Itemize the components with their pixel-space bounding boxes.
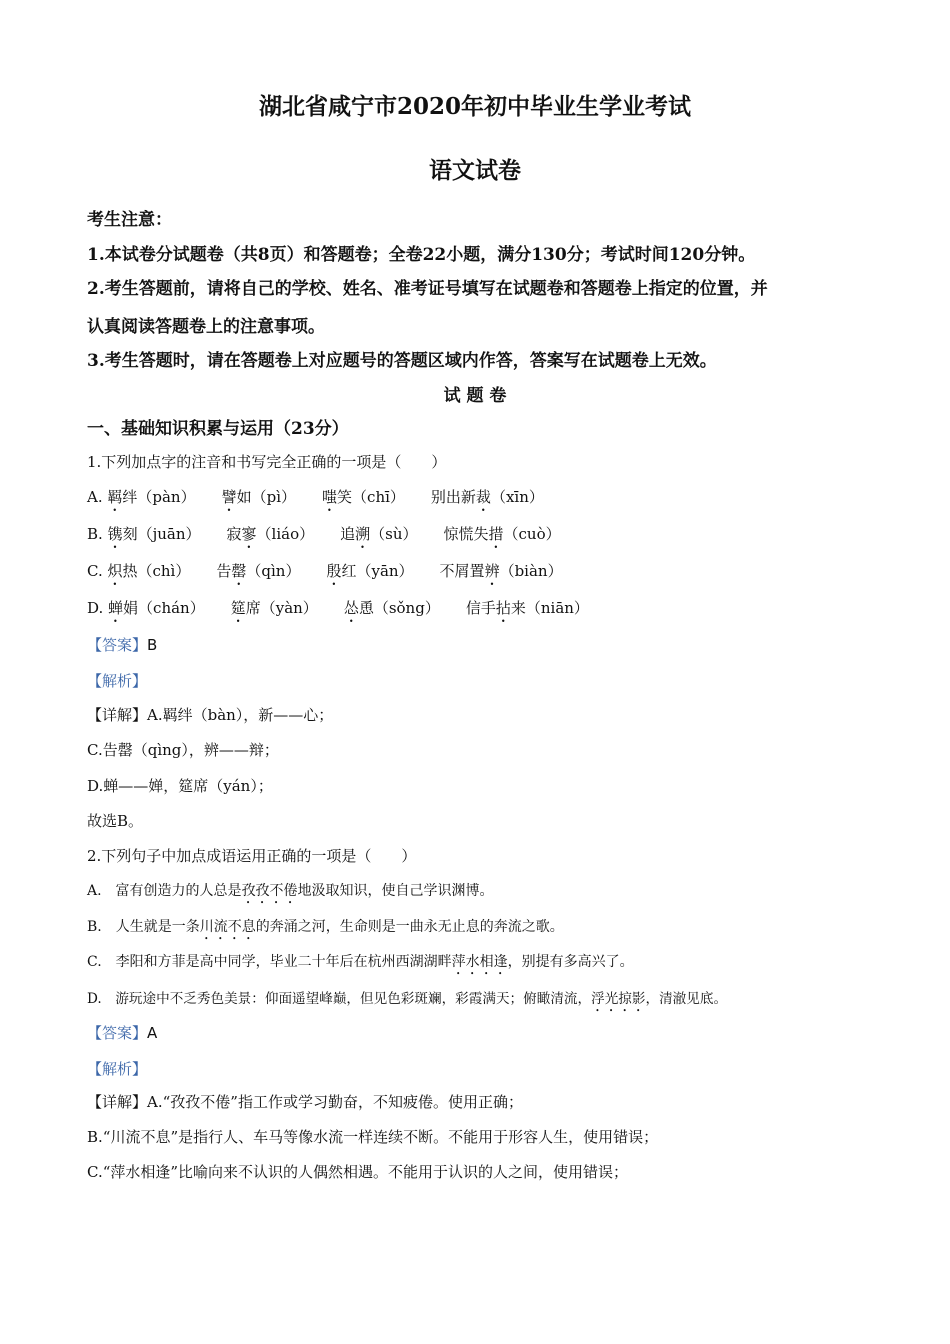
- dotted-char: 溯: [355, 525, 371, 543]
- notice-item-2b: 认真阅读答题卷上的注意事项。: [87, 317, 325, 337]
- option-text: （sù）: [370, 525, 418, 543]
- option-text: 告: [216, 562, 232, 580]
- dotted-char: 辨: [484, 562, 500, 580]
- dotted-char: 譬: [221, 488, 237, 506]
- notice-heading: 考生注意：: [87, 210, 172, 230]
- dotted-char: 殷: [326, 562, 342, 580]
- option-text: B. 人生就是一条: [87, 919, 200, 935]
- question-1-answer: [87, 634, 157, 655]
- option-text: 恿（sǒng）: [358, 599, 440, 617]
- option-text: （biàn）: [499, 562, 563, 580]
- question-1-option-b: [87, 523, 561, 552]
- exam-subtitle: 语文试卷: [429, 157, 521, 184]
- option-text: 寂: [226, 525, 242, 543]
- question-2-detail-3: C.“萍水相逢”比喻向来不认识的人偶然相遇。不能用于认识的人之间，使用错误；: [87, 1163, 629, 1181]
- question-2-option-c: [87, 951, 634, 978]
- question-2-option-a: [87, 880, 494, 907]
- option-text: 刻（juān）: [122, 525, 201, 543]
- answer-tag: 【答案】: [87, 1024, 148, 1042]
- notice-item-3: 3.考生答题时，请在答题卷上对应题号的答题区域内作答，答案写在试题卷上无效。: [87, 351, 717, 371]
- option-text: （qìn）: [246, 562, 301, 580]
- answer-tag: 【答案】: [87, 636, 148, 654]
- option-text: （cuò）: [503, 525, 561, 543]
- dotted-char: 羁: [107, 488, 123, 506]
- option-text: 惊慌失: [443, 525, 489, 543]
- question-1-detail-1: 【详解】A.羁绊（bàn），新——心；: [87, 706, 334, 724]
- option-text: （xīn）: [490, 488, 544, 506]
- question-1-option-d: [87, 597, 589, 626]
- dotted-char: 怂: [343, 599, 359, 617]
- dotted-char: 寥: [241, 525, 257, 543]
- question-1-option-c: [87, 560, 563, 589]
- option-text: 信手: [465, 599, 496, 617]
- option-text: ，清澈见底。: [645, 991, 728, 1007]
- dotted-char: 拈: [495, 599, 511, 617]
- dotted-char: 措: [488, 525, 504, 543]
- notice-item-2a: 2.考生答题前，请将自己的学校、姓名、准考证号填写在试题卷和答题卷上指定的位置，并: [87, 279, 768, 299]
- option-letter: B.: [87, 525, 108, 543]
- option-text: 热（chì）: [122, 562, 191, 580]
- exam-title: 湖北省咸宁市2020年初中毕业生学业考试: [258, 93, 691, 120]
- option-text: 红（yān）: [341, 562, 414, 580]
- option-text: 绊（pàn）: [122, 488, 196, 506]
- question-2-detail-1: 【详解】A.“孜孜不倦”指工作或学习勤奋，不知疲倦。使用正确；: [87, 1093, 523, 1111]
- option-text: 娟（chán）: [123, 599, 205, 617]
- question-1-stem: 1.下列加点字的注音和书写完全正确的一项是（ ）: [87, 453, 447, 471]
- question-1-analysis-tag: 【解析】: [87, 672, 148, 690]
- dotted-char: 炽: [107, 562, 123, 580]
- section-heading: 一、基础知识积累与运用（23分）: [87, 419, 349, 439]
- dotted-char: 镌: [107, 525, 123, 543]
- question-2-answer: [87, 1022, 157, 1043]
- question-2-detail-2: B.“川流不息”是指行人、车马等像水流一样连续不断。不能用于形容人生，使用错误；: [87, 1128, 659, 1146]
- option-text: 如（pì）: [236, 488, 297, 506]
- question-1-option-a: [87, 486, 544, 515]
- question-2-option-d: [87, 987, 727, 1015]
- dotted-char: 筵: [230, 599, 246, 617]
- option-letter: C.: [87, 562, 108, 580]
- answer-value: B: [147, 636, 158, 654]
- dotted-idiom: 孜孜不倦: [241, 883, 298, 899]
- dotted-char: 罄: [231, 562, 247, 580]
- dotted-char: 裁: [475, 488, 491, 506]
- option-letter: D.: [87, 599, 109, 617]
- option-text: 不屑置: [439, 562, 485, 580]
- option-text: （liáo）: [256, 525, 315, 543]
- option-text: 地汲取知识，使自己学识渊博。: [297, 883, 494, 899]
- answer-value: A: [147, 1024, 158, 1042]
- question-1-detail-3: D.蝉——婵，筵席（yán）；: [87, 777, 273, 795]
- option-text: D. 游玩途中不乏秀色美景：仰面遥望峰巅，但见色彩斑斓，彩霞满天；俯瞰清流，: [87, 991, 592, 1007]
- dotted-idiom: 萍水相逢: [451, 954, 508, 970]
- notice-item-1: 1.本试卷分试题卷（共8页）和答题卷；全卷22小题，满分130分；考试时间120分钟。: [87, 245, 756, 265]
- option-letter: A.: [87, 488, 108, 506]
- question-2-option-b: [87, 916, 564, 943]
- option-text: C. 李阳和方菲是高中同学，毕业二十年后在杭州西湖湖畔: [87, 954, 452, 970]
- option-text: 追: [340, 525, 356, 543]
- dotted-char: 蝉: [108, 599, 124, 617]
- dotted-idiom: 川流不息: [199, 919, 256, 935]
- option-text: 的奔涌之河，生命则是一曲永无止息的奔流之歌。: [255, 919, 564, 935]
- option-text: 席（yàn）: [245, 599, 318, 617]
- option-text: 笑（chī）: [337, 488, 405, 506]
- question-1-detail-4: 故选B。: [87, 812, 144, 830]
- question-1-detail-2: C.告罄（qìng），辨——辩；: [87, 741, 279, 759]
- option-text: ，别提有多高兴了。: [507, 954, 634, 970]
- option-text: 来（niān）: [510, 599, 589, 617]
- dotted-idiom: 浮光掠影: [591, 991, 646, 1007]
- dotted-char: 嗤: [322, 488, 338, 506]
- question-2-analysis-tag: 【解析】: [87, 1060, 148, 1078]
- paper-label: 试 题 卷: [443, 386, 507, 406]
- option-text: A. 富有创造力的人总是: [87, 883, 242, 899]
- option-text: 别出新: [430, 488, 476, 506]
- question-2-stem: 2.下列句子中加点成语运用正确的一项是（ ）: [87, 847, 417, 865]
